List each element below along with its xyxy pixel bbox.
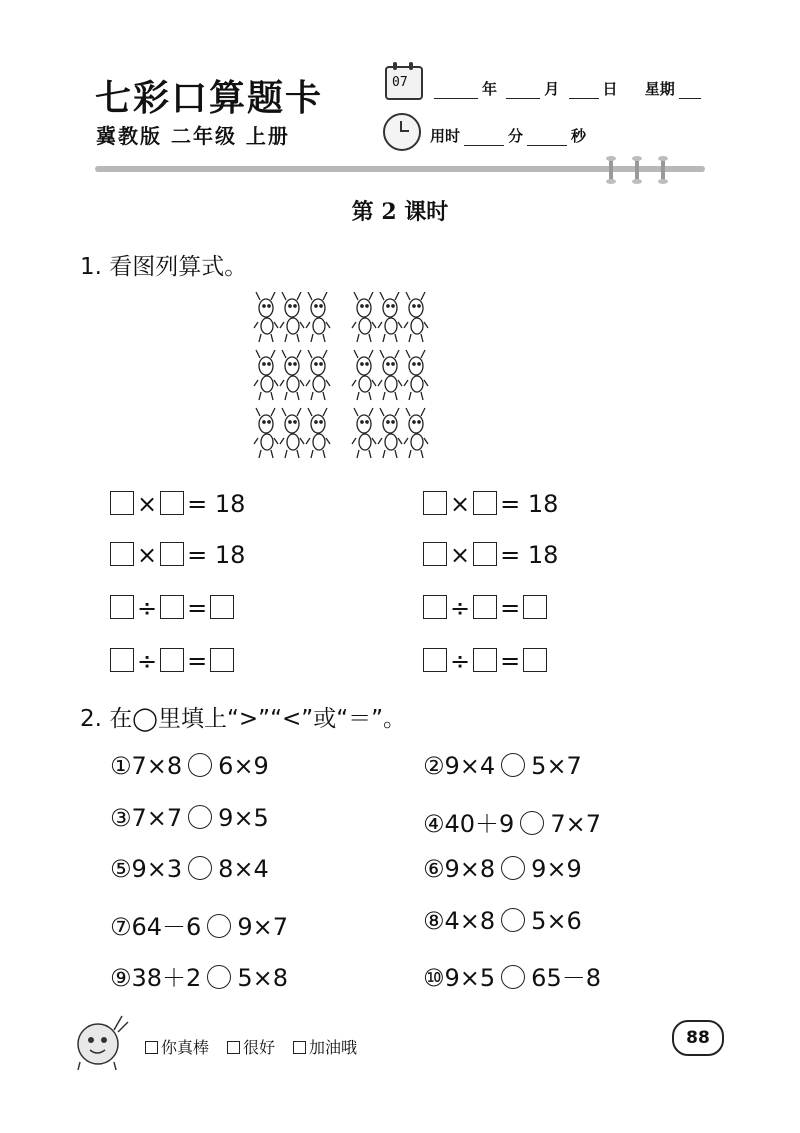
right-expression: 5×7 (531, 752, 582, 780)
weekday-label: 星期 (644, 80, 675, 98)
answer-box[interactable] (110, 542, 134, 566)
answer-box[interactable] (423, 542, 447, 566)
comparison-item (110, 958, 288, 993)
item-number: ② (423, 752, 445, 780)
lesson-title: 第 2 课时 (351, 199, 449, 225)
rating-good: 很好 (243, 1038, 276, 1057)
animal-sketch (280, 408, 304, 458)
brand-logo: 七彩口算题卡 (95, 78, 324, 119)
right-expression: 5×8 (237, 964, 288, 992)
animal-sketch (378, 350, 402, 400)
right-expression: 9×5 (218, 803, 269, 832)
header-divider (95, 166, 705, 172)
left-expression: 9×4 (444, 752, 496, 780)
q1-division (110, 647, 234, 675)
q1-division (110, 594, 234, 622)
year-blank[interactable] (434, 97, 478, 99)
page-number: 88 (672, 1020, 724, 1056)
year-label: 年 (482, 80, 498, 98)
answer-box[interactable] (473, 648, 497, 672)
compare-circle[interactable] (188, 805, 212, 829)
left-expression: 9×8 (444, 855, 496, 883)
month-label: 月 (544, 80, 560, 98)
multiply-sign: × (450, 541, 471, 569)
comparison-item (423, 855, 582, 883)
equals-sign: = (187, 647, 208, 675)
left-expression: 7×8 (131, 752, 183, 780)
animal-sketch (280, 350, 304, 400)
calendar-icon (385, 66, 423, 100)
multiply-sign: × (137, 490, 158, 518)
comparison-item (110, 752, 269, 780)
q1-equation (423, 490, 561, 518)
comparison-item (110, 804, 269, 832)
comparison-item (423, 958, 601, 993)
animal-sketch (404, 292, 428, 342)
answer-box[interactable] (160, 491, 184, 515)
second-blank[interactable] (527, 144, 567, 146)
compare-circle[interactable] (207, 965, 231, 989)
answer-box[interactable] (160, 542, 184, 566)
answer-box[interactable] (523, 648, 547, 672)
item-number: ⑥ (423, 855, 445, 883)
right-expression: 8×4 (218, 855, 269, 883)
animal-sketch (404, 350, 428, 400)
divide-sign: ÷ (137, 594, 158, 622)
animal-sketch (404, 408, 428, 458)
answer-box[interactable] (473, 491, 497, 515)
binder-clip-icon (635, 158, 639, 182)
answer-box[interactable] (210, 648, 234, 672)
answer-box[interactable] (110, 491, 134, 515)
month-blank[interactable] (506, 97, 540, 99)
item-number: ④ (423, 809, 445, 838)
divide-sign: ÷ (450, 594, 471, 622)
second-label: 秒 (571, 127, 587, 145)
equals-sign: = (500, 594, 521, 622)
weekday-blank[interactable] (679, 97, 701, 99)
animal-sketch (352, 292, 376, 342)
animal-sketch (254, 408, 278, 458)
date-fill-row (430, 78, 705, 99)
edition-label: 冀教版 二年级 上册 (96, 124, 290, 148)
multiply-sign: × (137, 541, 158, 569)
left-expression: 9×5 (444, 964, 496, 992)
equals-sign: = (187, 594, 208, 622)
equals-sign: = (500, 647, 521, 675)
equation-result: = 18 (500, 541, 559, 569)
compare-circle[interactable] (501, 856, 525, 880)
checkbox[interactable] (145, 1041, 158, 1054)
divide-sign: ÷ (137, 647, 158, 675)
right-expression: 5×6 (531, 906, 582, 935)
comparison-item (423, 752, 582, 780)
equation-result: = 18 (187, 490, 246, 518)
item-number: ⑨ (110, 964, 132, 992)
right-expression: 9×7 (237, 912, 288, 941)
compare-circle[interactable] (520, 811, 544, 835)
right-expression: 7×7 (550, 809, 601, 838)
answer-box[interactable] (523, 595, 547, 619)
animal-sketch (378, 292, 402, 342)
day-blank[interactable] (569, 97, 599, 99)
left-expression: 4×8 (444, 906, 496, 935)
minute-label: 分 (508, 127, 524, 145)
q1-division (423, 647, 547, 675)
compare-circle[interactable] (188, 856, 212, 880)
answer-box[interactable] (110, 648, 134, 672)
animal-sketch (378, 408, 402, 458)
answer-box[interactable] (160, 595, 184, 619)
answer-box[interactable] (423, 491, 447, 515)
animal-sketch (306, 408, 330, 458)
equation-result: = 18 (187, 541, 246, 569)
checkbox[interactable] (227, 1041, 240, 1054)
item-number: ① (110, 752, 132, 780)
compare-circle[interactable] (188, 753, 212, 777)
comparison-item (423, 804, 601, 839)
multiply-sign: × (450, 490, 471, 518)
comparison-item (110, 907, 288, 942)
right-expression: 9×9 (531, 855, 582, 883)
animal-sketch (352, 408, 376, 458)
animal-sketch (254, 292, 278, 342)
q1-division (423, 594, 547, 622)
equation-result: = 18 (500, 490, 559, 518)
answer-box[interactable] (110, 595, 134, 619)
answer-box[interactable] (473, 595, 497, 619)
self-evaluation (145, 1035, 357, 1058)
comparison-item (110, 855, 269, 883)
compare-circle[interactable] (501, 908, 525, 932)
time-fill-row (430, 125, 586, 146)
answer-box[interactable] (210, 595, 234, 619)
left-expression: 40＋9 (444, 809, 515, 838)
compare-circle[interactable] (501, 753, 525, 777)
compare-circle[interactable] (207, 914, 231, 938)
left-expression: 9×3 (131, 855, 183, 883)
animal-sketch (306, 292, 330, 342)
animal-sketch (254, 350, 278, 400)
left-expression: 7×7 (131, 803, 183, 832)
left-expression: 38＋2 (131, 964, 202, 992)
animal-group-picture (252, 292, 442, 472)
item-number: ⑤ (110, 855, 132, 883)
rating-try-harder: 加油哦 (309, 1038, 358, 1057)
answer-box[interactable] (473, 542, 497, 566)
item-number: ⑦ (110, 912, 132, 941)
answer-box[interactable] (423, 648, 447, 672)
q1-equation (110, 490, 248, 518)
time-used-label: 用时 (430, 127, 461, 145)
question-2-title: 2. 在◯里填上“>”“<”或“＝”。 (80, 706, 407, 732)
minute-blank[interactable] (464, 144, 504, 146)
animal-sketch (352, 350, 376, 400)
comparison-item (423, 907, 582, 935)
compare-circle[interactable] (501, 965, 525, 989)
answer-box[interactable] (160, 648, 184, 672)
calendar-day: 07 (392, 75, 408, 90)
right-expression: 6×9 (218, 752, 269, 780)
checkbox[interactable] (293, 1041, 306, 1054)
binder-clip-icon (661, 158, 665, 182)
item-number: ⑧ (423, 906, 445, 935)
item-number: ⑩ (423, 964, 445, 992)
mascot-icon (70, 1008, 134, 1072)
item-number: ③ (110, 803, 132, 832)
answer-box[interactable] (423, 595, 447, 619)
divide-sign: ÷ (450, 647, 471, 675)
right-expression: 65－8 (531, 964, 601, 992)
animal-sketch (306, 350, 330, 400)
binder-clip-icon (609, 158, 613, 182)
day-label: 日 (602, 80, 618, 98)
left-expression: 64－6 (131, 912, 202, 941)
question-1-title: 1. 看图列算式。 (80, 254, 248, 280)
clock-icon (383, 113, 421, 151)
q1-equation (110, 541, 248, 569)
rating-great: 你真棒 (161, 1038, 210, 1057)
q1-equation (423, 541, 561, 569)
animal-sketch (280, 292, 304, 342)
